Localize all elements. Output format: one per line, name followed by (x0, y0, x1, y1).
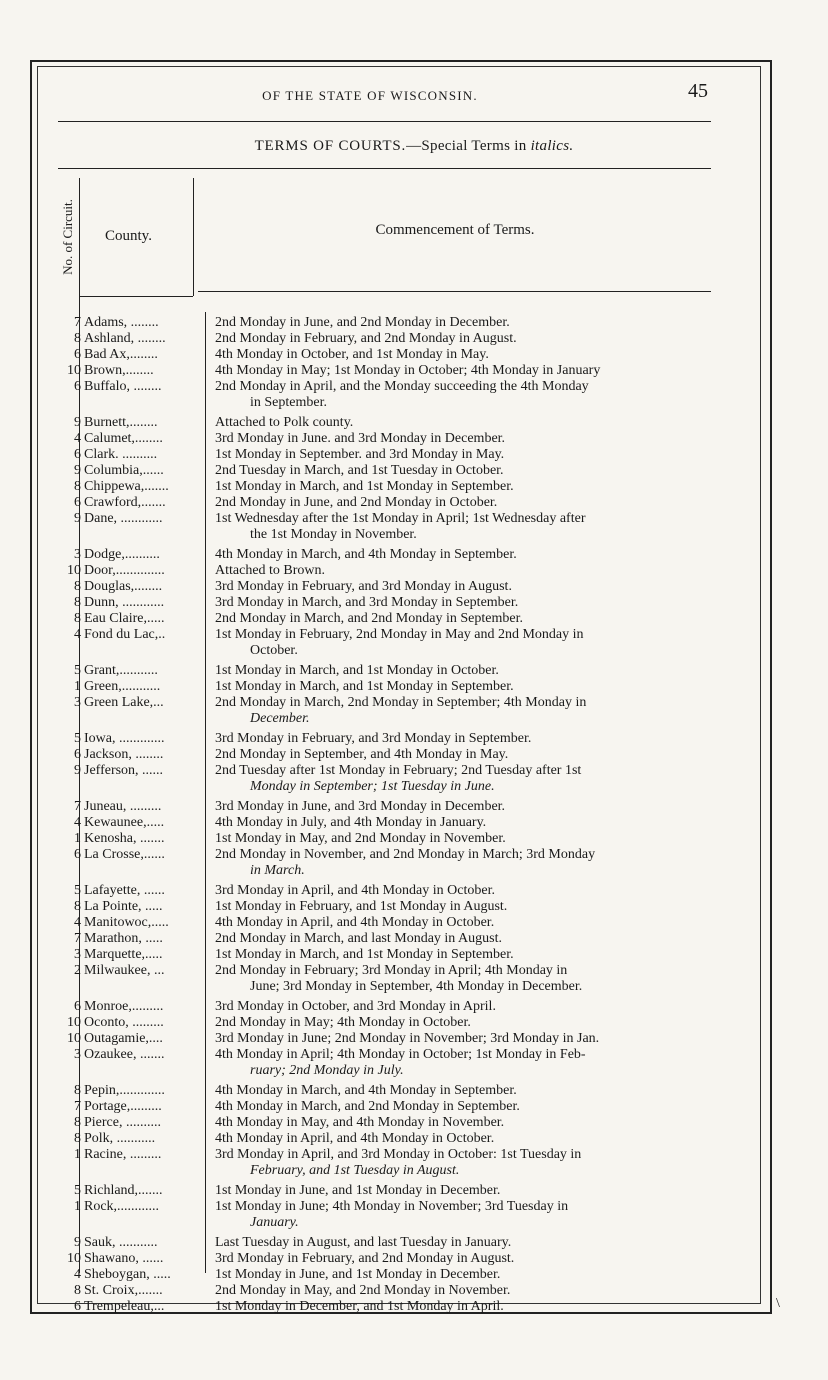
circuit-number: 4 (74, 627, 81, 642)
county-name: Brown,........ (84, 363, 154, 378)
term-dates-continued: Monday in September; 1st Tuesday in June. (250, 779, 495, 794)
county-name: Shawano, ...... (84, 1251, 164, 1266)
term-dates: 3rd Monday in March, and 3rd Monday in September. (215, 595, 519, 610)
term-dates: 1st Monday in February, and 1st Monday in August. (215, 899, 508, 914)
corner-mark: \ (776, 1296, 780, 1311)
term-dates: 2nd Monday in November, and 2nd Monday in March; 3rd Monday (215, 847, 596, 862)
county-name: Outagamie,.... (84, 1031, 163, 1046)
county-name: Polk, ........... (84, 1131, 156, 1146)
column-divider-county-head (193, 178, 194, 296)
circuit-number: 1 (74, 679, 81, 694)
circuit-number: 7 (74, 931, 81, 946)
term-dates: 3rd Monday in June. and 3rd Monday in December. (215, 431, 506, 446)
term-dates: 4th Monday in April; 4th Monday in October; 1st Monday in Feb- (215, 1047, 586, 1062)
table-title (0, 138, 828, 155)
term-dates-continued: in September. (250, 395, 327, 410)
county-name: Grant,........... (84, 663, 158, 678)
circuit-number: 9 (74, 463, 81, 478)
term-dates: 1st Monday in June, and 1st Monday in December. (215, 1267, 501, 1282)
circuit-number: 8 (74, 1115, 81, 1130)
term-dates: Attached to Brown. (215, 563, 326, 578)
table-title-normal: Special Terms in (421, 138, 531, 154)
county-name: Rock,............ (84, 1199, 160, 1214)
circuit-number: 8 (74, 1131, 81, 1146)
circuit-number: 10 (67, 563, 81, 578)
circuit-number: 6 (74, 495, 81, 510)
term-dates: 1st Monday in December, and 1st Monday in April. (215, 1299, 504, 1314)
county-name: Ozaukee, ....... (84, 1047, 165, 1062)
term-dates-continued: December. (250, 711, 310, 726)
circuit-number: 6 (74, 347, 81, 362)
table-title-italic: italics. (530, 138, 574, 154)
term-dates: 2nd Monday in February, and 2nd Monday in August. (215, 331, 517, 346)
term-dates-continued: the 1st Monday in November. (250, 527, 417, 542)
circuit-number: 7 (74, 315, 81, 330)
rule-under-title (58, 168, 711, 169)
term-dates: 2nd Monday in April, and the Monday succeeding the 4th Monday (215, 379, 589, 394)
county-name: Monroe,......... (84, 999, 164, 1014)
term-dates-continued: January. (250, 1215, 299, 1230)
circuit-number: 5 (74, 883, 81, 898)
term-dates: 1st Monday in March, and 1st Monday in September. (215, 479, 514, 494)
circuit-number: 9 (74, 511, 81, 526)
county-name: Kenosha, ....... (84, 831, 165, 846)
circuit-number: 1 (74, 1147, 81, 1162)
circuit-number: 4 (74, 431, 81, 446)
county-name: Marquette,..... (84, 947, 163, 962)
county-name: Juneau, ......... (84, 799, 162, 814)
term-dates: Last Tuesday in August, and last Tuesday in January. (215, 1235, 512, 1250)
county-name: Douglas,........ (84, 579, 163, 594)
county-name: Sheboygan, ..... (84, 1267, 171, 1282)
term-dates: 4th Monday in October, and 1st Monday in May. (215, 347, 489, 362)
term-dates: 4th Monday in April, and 4th Monday in October. (215, 1131, 495, 1146)
county-name: Racine, ......... (84, 1147, 162, 1162)
rule-header-terms (198, 291, 711, 292)
column-header-county: County. (105, 228, 152, 244)
circuit-number: 8 (74, 595, 81, 610)
circuit-number: 3 (74, 547, 81, 562)
circuit-number: 6 (74, 1299, 81, 1314)
circuit-number: 7 (74, 1099, 81, 1114)
county-name: Trempeleau,... (84, 1299, 165, 1314)
term-dates: 4th Monday in March, and 4th Monday in September. (215, 547, 517, 562)
term-dates-continued: October. (250, 643, 298, 658)
county-name: Chippewa,....... (84, 479, 169, 494)
county-name: Green,........... (84, 679, 161, 694)
county-name: Lafayette, ...... (84, 883, 165, 898)
county-name: Dunn, ............ (84, 595, 165, 610)
circuit-number: 3 (74, 947, 81, 962)
county-name: Sauk, ........... (84, 1235, 158, 1250)
county-name: Adams, ........ (84, 315, 159, 330)
circuit-number: 1 (74, 831, 81, 846)
county-name: Iowa, ............. (84, 731, 165, 746)
circuit-number: 3 (74, 1047, 81, 1062)
table-title-caps: TERMS OF COURTS. (254, 138, 407, 154)
term-dates-continued: in March. (250, 863, 305, 878)
county-name: Milwaukee, ... (84, 963, 165, 978)
circuit-number: 2 (74, 963, 81, 978)
county-name: Manitowoc,..... (84, 915, 169, 930)
circuit-number: 6 (74, 747, 81, 762)
term-dates: 1st Monday in March, and 1st Monday in October. (215, 663, 499, 678)
circuit-number: 8 (74, 331, 81, 346)
term-dates: 4th Monday in March, and 4th Monday in September. (215, 1083, 517, 1098)
term-dates-continued: June; 3rd Monday in September, 4th Monday in December. (250, 979, 583, 994)
term-dates: 3rd Monday in June, and 3rd Monday in December. (215, 799, 506, 814)
circuit-number: 10 (67, 1031, 81, 1046)
term-dates: 4th Monday in May; 1st Monday in October; 4th Monday in January (215, 363, 601, 378)
term-dates: 2nd Monday in March, and last Monday in August. (215, 931, 502, 946)
county-name: Kewaunee,..... (84, 815, 165, 830)
county-name: Bad Ax,........ (84, 347, 158, 362)
county-name: Pepin,............. (84, 1083, 165, 1098)
circuit-number: 4 (74, 1267, 81, 1282)
county-name: Oconto, ......... (84, 1015, 164, 1030)
county-name: Portage,......... (84, 1099, 162, 1114)
county-name: Columbia,...... (84, 463, 164, 478)
term-dates: 3rd Monday in February, and 3rd Monday in September. (215, 731, 532, 746)
circuit-number: 8 (74, 1083, 81, 1098)
rule-header-county (80, 296, 193, 297)
term-dates: 2nd Tuesday after 1st Monday in February; 2nd Tuesday after 1st (215, 763, 582, 778)
county-name: Fond du Lac,.. (84, 627, 166, 642)
term-dates: 1st Monday in February, 2nd Monday in May and 2nd Monday in (215, 627, 584, 642)
term-dates: 2nd Monday in June, and 2nd Monday in December. (215, 315, 510, 330)
term-dates: 3rd Monday in April, and 3rd Monday in October: 1st Tuesday in (215, 1147, 582, 1162)
circuit-number: 10 (67, 363, 81, 378)
term-dates: 1st Monday in March, and 1st Monday in September. (215, 947, 514, 962)
county-name: Buffalo, ........ (84, 379, 162, 394)
table-title-dash: — (406, 138, 422, 154)
county-name: Calumet,........ (84, 431, 163, 446)
term-dates: 4th Monday in May, and 4th Monday in November. (215, 1115, 505, 1130)
term-dates: 2nd Tuesday in March, and 1st Tuesday in October. (215, 463, 504, 478)
term-dates: 2nd Monday in September, and 4th Monday in May. (215, 747, 509, 762)
term-dates: 3rd Monday in February, and 2nd Monday in August. (215, 1251, 515, 1266)
circuit-number: 10 (67, 1251, 81, 1266)
column-header-circuit: No. of Circuit. (60, 199, 75, 275)
county-name: Jefferson, ...... (84, 763, 164, 778)
term-dates: 1st Monday in June; 4th Monday in November; 3rd Tuesday in (215, 1199, 569, 1214)
term-dates-continued: February, and 1st Tuesday in August. (250, 1163, 460, 1178)
term-dates: 4th Monday in April, and 4th Monday in October. (215, 915, 495, 930)
county-name: Marathon, ..... (84, 931, 163, 946)
county-name: Green Lake,... (84, 695, 164, 710)
circuit-number: 5 (74, 1183, 81, 1198)
circuit-number: 6 (74, 999, 81, 1014)
term-dates: 3rd Monday in February, and 3rd Monday in August. (215, 579, 512, 594)
running-head-title: OF THE STATE OF WISCONSIN. (262, 88, 478, 103)
circuit-number: 5 (74, 731, 81, 746)
circuit-number: 5 (74, 663, 81, 678)
term-dates: 2nd Monday in June, and 2nd Monday in October. (215, 495, 498, 510)
county-name: St. Croix,....... (84, 1283, 163, 1298)
county-name: Dane, ............ (84, 511, 163, 526)
column-header-terms: Commencement of Terms. (375, 222, 535, 238)
term-dates-continued: ruary; 2nd Monday in July. (250, 1063, 404, 1078)
term-dates: 1st Monday in March, and 1st Monday in September. (215, 679, 514, 694)
county-name: Richland,....... (84, 1183, 163, 1198)
term-dates: 3rd Monday in October, and 3rd Monday in April. (215, 999, 496, 1014)
county-name: Crawford,....... (84, 495, 166, 510)
county-name: Dodge,.......... (84, 547, 160, 562)
circuit-number: 8 (74, 579, 81, 594)
circuit-number: 10 (67, 1015, 81, 1030)
circuit-number: 9 (74, 763, 81, 778)
circuit-number: 1 (74, 1199, 81, 1214)
circuit-number: 8 (74, 899, 81, 914)
circuit-number: 8 (74, 479, 81, 494)
circuit-number: 6 (74, 379, 81, 394)
circuit-number: 7 (74, 799, 81, 814)
term-dates: 3rd Monday in April, and 4th Monday in October. (215, 883, 495, 898)
county-name: Burnett,........ (84, 415, 158, 430)
county-name: Ashland, ........ (84, 331, 166, 346)
term-dates: 3rd Monday in June; 2nd Monday in November; 3rd Monday in Jan. (215, 1031, 600, 1046)
county-name: Eau Claire,..... (84, 611, 165, 626)
county-name: Pierce, .......... (84, 1115, 161, 1130)
circuit-number: 6 (74, 447, 81, 462)
county-name: Jackson, ........ (84, 747, 164, 762)
county-name: La Pointe, ..... (84, 899, 163, 914)
circuit-number: 9 (74, 415, 81, 430)
county-name: Clark. .......... (84, 447, 158, 462)
term-dates: Attached to Polk county. (215, 415, 354, 430)
county-name: Door,.............. (84, 563, 165, 578)
page-number: 45 (688, 80, 708, 102)
term-dates: 2nd Monday in March, and 2nd Monday in September. (215, 611, 523, 626)
term-dates: 4th Monday in July, and 4th Monday in January. (215, 815, 487, 830)
term-dates: 1st Monday in June, and 1st Monday in December. (215, 1183, 501, 1198)
circuit-number: 3 (74, 695, 81, 710)
county-name: La Crosse,...... (84, 847, 165, 862)
term-dates: 2nd Monday in February; 3rd Monday in April; 4th Monday in (215, 963, 568, 978)
term-dates: 2nd Monday in March, 2nd Monday in September; 4th Monday in (215, 695, 587, 710)
circuit-number: 4 (74, 815, 81, 830)
term-dates: 1st Monday in September. and 3rd Monday in May. (215, 447, 505, 462)
rule-top (58, 121, 711, 122)
term-dates: 2nd Monday in May, and 2nd Monday in November. (215, 1283, 511, 1298)
term-dates: 1st Wednesday after the 1st Monday in April; 1st Wednesday after (215, 511, 586, 526)
circuit-number: 8 (74, 611, 81, 626)
circuit-number: 4 (74, 915, 81, 930)
circuit-number: 9 (74, 1235, 81, 1250)
term-dates: 2nd Monday in May; 4th Monday in October. (215, 1015, 471, 1030)
term-dates: 4th Monday in March, and 2nd Monday in September. (215, 1099, 520, 1114)
circuit-number: 6 (74, 847, 81, 862)
circuit-number: 8 (74, 1283, 81, 1298)
term-dates: 1st Monday in May, and 2nd Monday in November. (215, 831, 506, 846)
